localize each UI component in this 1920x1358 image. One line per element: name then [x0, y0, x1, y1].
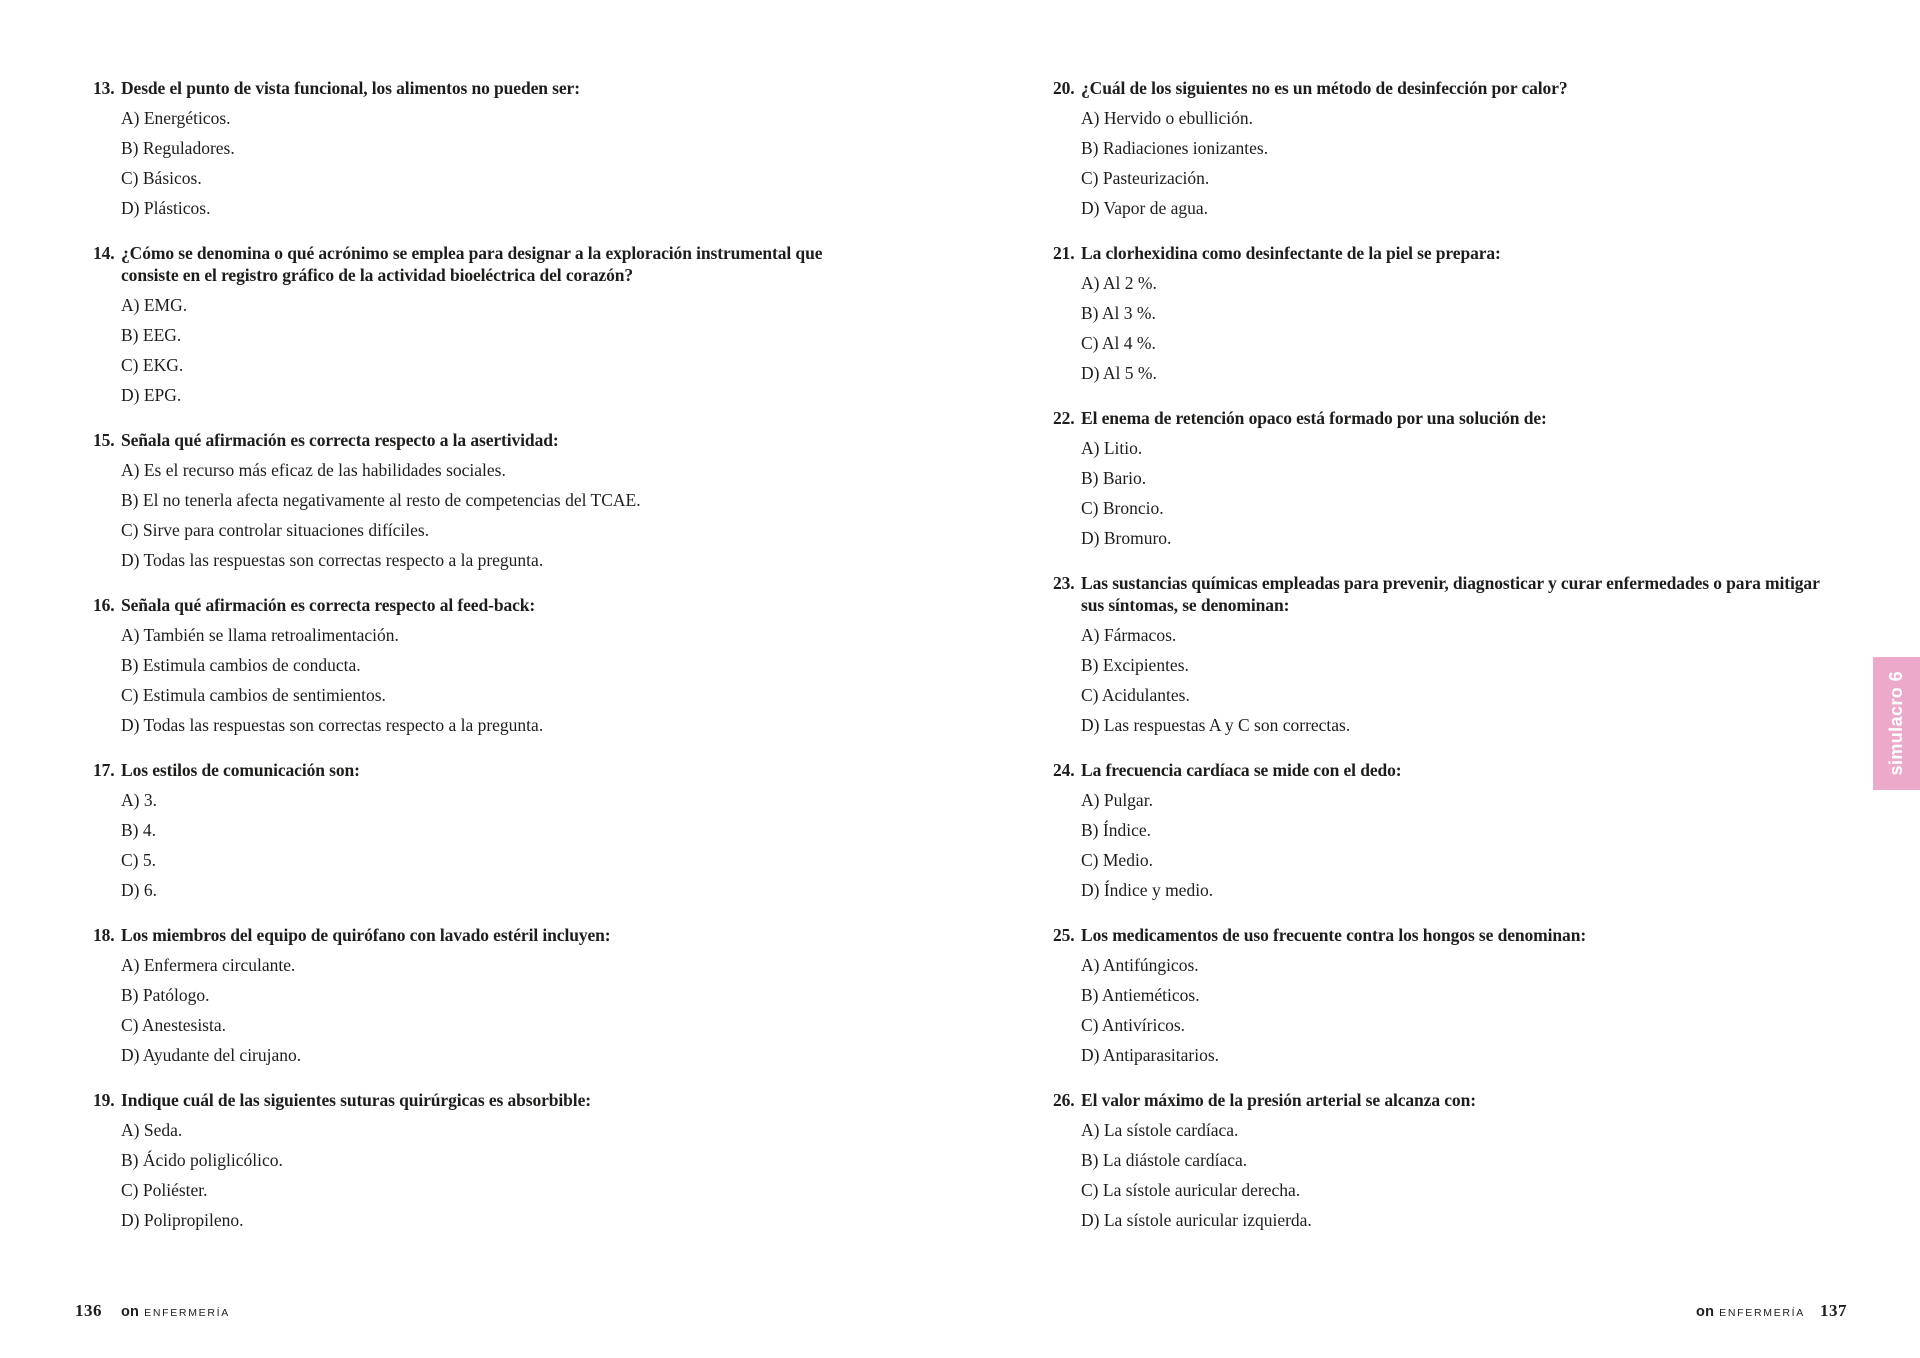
option-list: [121, 459, 878, 571]
question-column-left: [93, 77, 878, 1254]
brand-logo: [121, 1304, 230, 1320]
option-list: [1081, 624, 1828, 736]
question: [1053, 77, 1828, 219]
option: C) Poliéster.: [121, 1180, 208, 1200]
question-number: 21.: [1053, 243, 1075, 263]
page-number-left: 136: [75, 1301, 102, 1320]
option: D) Bromuro.: [1081, 528, 1172, 548]
option: B) 4.: [121, 820, 156, 840]
option: A) 3.: [121, 790, 157, 810]
option: D) Ayudante del cirujano.: [121, 1045, 302, 1065]
option: A) Fármacos.: [1081, 625, 1177, 645]
question: [1053, 242, 1828, 384]
option: C) Básicos.: [121, 168, 202, 188]
question-text: Desde el punto de vista funcional, los alimentos no pueden ser:: [121, 78, 580, 98]
option-list: [1081, 789, 1828, 901]
brand-enfermeria-wordmark: ENFERMERÍA: [1719, 1307, 1805, 1319]
question: [93, 1089, 878, 1231]
option-list: [121, 789, 878, 901]
option: A) Energéticos.: [121, 108, 231, 128]
question-head: [93, 924, 878, 946]
brand-on-wordmark: on: [121, 1304, 140, 1320]
option: D) Todas las respuestas son correctas respecto a la pregunta.: [121, 550, 544, 570]
question-number: 24.: [1053, 760, 1075, 780]
question: [93, 594, 878, 736]
question-head: [1053, 1089, 1828, 1111]
question: [93, 77, 878, 219]
page-number-right: 137: [1820, 1301, 1847, 1320]
question: [1053, 924, 1828, 1066]
option: A) Litio.: [1081, 438, 1143, 458]
option-list: [121, 107, 878, 219]
question-text: Señala qué afirmación es correcta respecto a la asertividad:: [121, 430, 559, 450]
question-number: 15.: [93, 430, 115, 450]
option: C) Antivíricos.: [1081, 1015, 1186, 1035]
question-head: [1053, 407, 1828, 429]
option: A) También se llama retroalimentación.: [121, 625, 399, 645]
question-number: 14.: [93, 243, 115, 263]
option: A) Al 2 %.: [1081, 273, 1157, 293]
option-list: [121, 294, 878, 406]
option: B) Excipientes.: [1081, 655, 1189, 675]
option: B) EEG.: [121, 325, 182, 345]
option: D) 6.: [121, 880, 157, 900]
question-head: [93, 759, 878, 781]
option: C) Acidulantes.: [1081, 685, 1190, 705]
option-list: [1081, 1119, 1828, 1231]
option-list: [1081, 107, 1828, 219]
option: B) Reguladores.: [121, 138, 235, 158]
question-number: 23.: [1053, 573, 1075, 593]
question-text: Los miembros del equipo de quirófano con lavado estéril incluyen:: [121, 925, 611, 945]
question-number: 16.: [93, 595, 115, 615]
question-text: Indique cuál de las siguientes suturas quirúrgicas es absorbible:: [121, 1090, 591, 1110]
option: D) EPG.: [121, 385, 182, 405]
option: D) Polipropileno.: [121, 1210, 244, 1230]
question-number: 20.: [1053, 78, 1075, 98]
option: A) Hervido o ebullición.: [1081, 108, 1254, 128]
option: A) Seda.: [121, 1120, 183, 1140]
option: C) Medio.: [1081, 850, 1153, 870]
option: C) 5.: [121, 850, 156, 870]
question-column-right: [1053, 77, 1828, 1254]
question: [1053, 407, 1828, 549]
question-text: Los medicamentos de uso frecuente contra los hongos se denominan:: [1081, 925, 1587, 945]
option: D) Las respuestas A y C son correctas.: [1081, 715, 1351, 735]
question-head: [1053, 77, 1828, 99]
option: D) Todas las respuestas son correctas respecto a la pregunta.: [121, 715, 544, 735]
option: B) Ácido poliglicólico.: [121, 1150, 283, 1170]
question-number: 18.: [93, 925, 115, 945]
option: B) Antieméticos.: [1081, 985, 1200, 1005]
question-text: La frecuencia cardíaca se mide con el dedo:: [1081, 760, 1402, 780]
option-list: [1081, 954, 1828, 1066]
option: B) La diástole cardíaca.: [1081, 1150, 1248, 1170]
question-text: El enema de retención opaco está formado por una solución de:: [1081, 408, 1547, 428]
question: [93, 924, 878, 1066]
brand-logo: [1696, 1304, 1805, 1320]
option-list: [121, 954, 878, 1066]
question-text: Señala qué afirmación es correcta respecto al feed-back:: [121, 595, 536, 615]
question-head: [93, 1089, 878, 1111]
option-list: [1081, 437, 1828, 549]
option: C) EKG.: [121, 355, 184, 375]
option: A) La sístole cardíaca.: [1081, 1120, 1239, 1140]
question-text: El valor máximo de la presión arterial se alcanza con:: [1081, 1090, 1476, 1110]
option: C) Estimula cambios de sentimientos.: [121, 685, 386, 705]
question-number: 19.: [93, 1090, 115, 1110]
footer-left: [75, 1301, 230, 1321]
option-list: [121, 1119, 878, 1231]
option: C) Al 4 %.: [1081, 333, 1156, 353]
brand-enfermeria-wordmark: ENFERMERÍA: [144, 1307, 230, 1319]
option-list: [121, 624, 878, 736]
option: D) Antiparasitarios.: [1081, 1045, 1220, 1065]
option: A) Pulgar.: [1081, 790, 1153, 810]
question-head: [93, 77, 878, 99]
question-text: La clorhexidina como desinfectante de la piel se prepara:: [1081, 243, 1501, 263]
question: [93, 242, 878, 406]
option: D) Índice y medio.: [1081, 880, 1214, 900]
option: A) Es el recurso más eficaz de las habilidades sociales.: [121, 460, 506, 480]
option: B) Patólogo.: [121, 985, 210, 1005]
question-text: ¿Cuál de los siguientes no es un método de desinfección por calor?: [1081, 78, 1568, 98]
question-head: [93, 429, 878, 451]
option-list: [1081, 272, 1828, 384]
option: D) Vapor de agua.: [1081, 198, 1208, 218]
option: A) EMG.: [121, 295, 188, 315]
question-text: ¿Cómo se denomina o qué acrónimo se emplea para designar a la exploración instrumental que consiste en el registro gráfico de la actividad bioeléctrica del corazón?: [121, 243, 823, 285]
tab-label: simulacro 6: [1886, 671, 1906, 776]
option: C) Anestesista.: [121, 1015, 226, 1035]
question: [1053, 572, 1828, 736]
question-number: 25.: [1053, 925, 1075, 945]
question-text: Los estilos de comunicación son:: [121, 760, 360, 780]
option: C) Pasteurización.: [1081, 168, 1210, 188]
option: D) La sístole auricular izquierda.: [1081, 1210, 1312, 1230]
option: B) Estimula cambios de conducta.: [121, 655, 361, 675]
question: [93, 759, 878, 901]
option: A) Enfermera circulante.: [121, 955, 296, 975]
question-text: Las sustancias químicas empleadas para prevenir, diagnosticar y curar enfermedades o para mitigar sus síntomas, se denominan:: [1081, 573, 1820, 615]
option: B) El no tenerla afecta negativamente al resto de competencias del TCAE.: [121, 490, 641, 510]
brand-on-wordmark: on: [1696, 1304, 1715, 1320]
question-head: [93, 242, 878, 286]
question-number: 26.: [1053, 1090, 1075, 1110]
simulacro-tab: [1873, 657, 1920, 790]
question-head: [1053, 572, 1828, 616]
question-number: 22.: [1053, 408, 1075, 428]
question: [93, 429, 878, 571]
question-head: [93, 594, 878, 616]
question-head: [1053, 924, 1828, 946]
option: B) Radiaciones ionizantes.: [1081, 138, 1269, 158]
option: B) Índice.: [1081, 820, 1151, 840]
question: [1053, 1089, 1828, 1231]
option: A) Antifúngicos.: [1081, 955, 1199, 975]
option: B) Al 3 %.: [1081, 303, 1156, 323]
footer-right: [1696, 1301, 1847, 1321]
option: D) Al 5 %.: [1081, 363, 1157, 383]
question-head: [1053, 759, 1828, 781]
question-number: 17.: [93, 760, 115, 780]
question: [1053, 759, 1828, 901]
option: C) Broncio.: [1081, 498, 1164, 518]
option: C) Sirve para controlar situaciones difíciles.: [121, 520, 430, 540]
question-head: [1053, 242, 1828, 264]
question-number: 13.: [93, 78, 115, 98]
option: C) La sístole auricular derecha.: [1081, 1180, 1301, 1200]
option: D) Plásticos.: [121, 198, 211, 218]
option: B) Bario.: [1081, 468, 1147, 488]
